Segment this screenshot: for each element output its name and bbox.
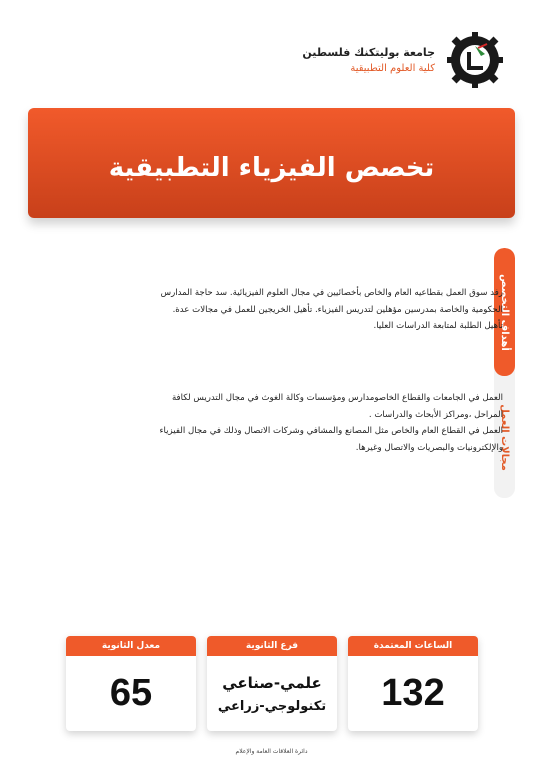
title-banner xyxy=(28,108,515,218)
goals-line: رفد سوق العمل بقطاعيه العام والخاص بأخصائيين في مجال العلوم الفيزيائية. سد حاجة المدارس xyxy=(160,288,503,298)
university-name: جامعة بوليتكنك فلسطين xyxy=(302,45,435,59)
side-tab-work-fields-label: مجالات العمل xyxy=(499,403,510,471)
page-title: تخصص الفيزياء التطبيقية xyxy=(108,153,435,183)
goals-paragraph xyxy=(53,285,503,335)
secondary-branch-value: تكنولوجي-زراعي xyxy=(217,698,327,714)
header xyxy=(302,30,505,90)
secondary-average-card xyxy=(66,636,196,731)
goals-line: الحكومية والخاصة بمدرسين مؤهلين لتدريس الفيزياء. تأهيل الخريجين للعمل في مجالات عدة. xyxy=(172,304,503,315)
work-fields-line: المراحل ،ومراكز الأبحاث والدراسات . xyxy=(368,409,503,420)
secondary-branch-label: فرع الثانوية xyxy=(207,636,337,656)
side-tab-goals-label: أهداف التخصص xyxy=(499,273,511,351)
secondary-branch-card xyxy=(207,636,337,731)
credit-hours-label: الساعات المعتمدة xyxy=(348,636,478,656)
secondary-average-value: 65 xyxy=(109,672,153,714)
credit-hours-value: 132 xyxy=(381,672,445,714)
secondary-branch-value: علمي-صناعي xyxy=(222,673,322,692)
goals-line: تأهيل الطلبة لمتابعة الدراسات العليا. xyxy=(373,321,503,331)
work-fields-line: العمل في الجامعات والقطاع الخاصومدارس ومؤسسات وكالة الغوث في مجال التدريس لكافة xyxy=(171,393,503,403)
credit-hours-card xyxy=(348,636,478,731)
college-name: كلية العلوم التطبيقية xyxy=(350,62,435,74)
work-fields-paragraph xyxy=(53,390,503,456)
work-fields-line: والإلكترونيات والبصريات والاتصال وغيرها. xyxy=(355,442,503,453)
ppu-gear-logo-icon xyxy=(445,30,505,90)
work-fields-line: العمل في القطاع العام والخاص مثل المصانع والمشافي وشركات الاتصال وذلك في مجال الفيزياء xyxy=(159,426,503,436)
footer-credit: دائرة العلاقات العامة والإعلام xyxy=(235,748,308,755)
secondary-average-label: معدل الثانوية xyxy=(66,636,196,656)
